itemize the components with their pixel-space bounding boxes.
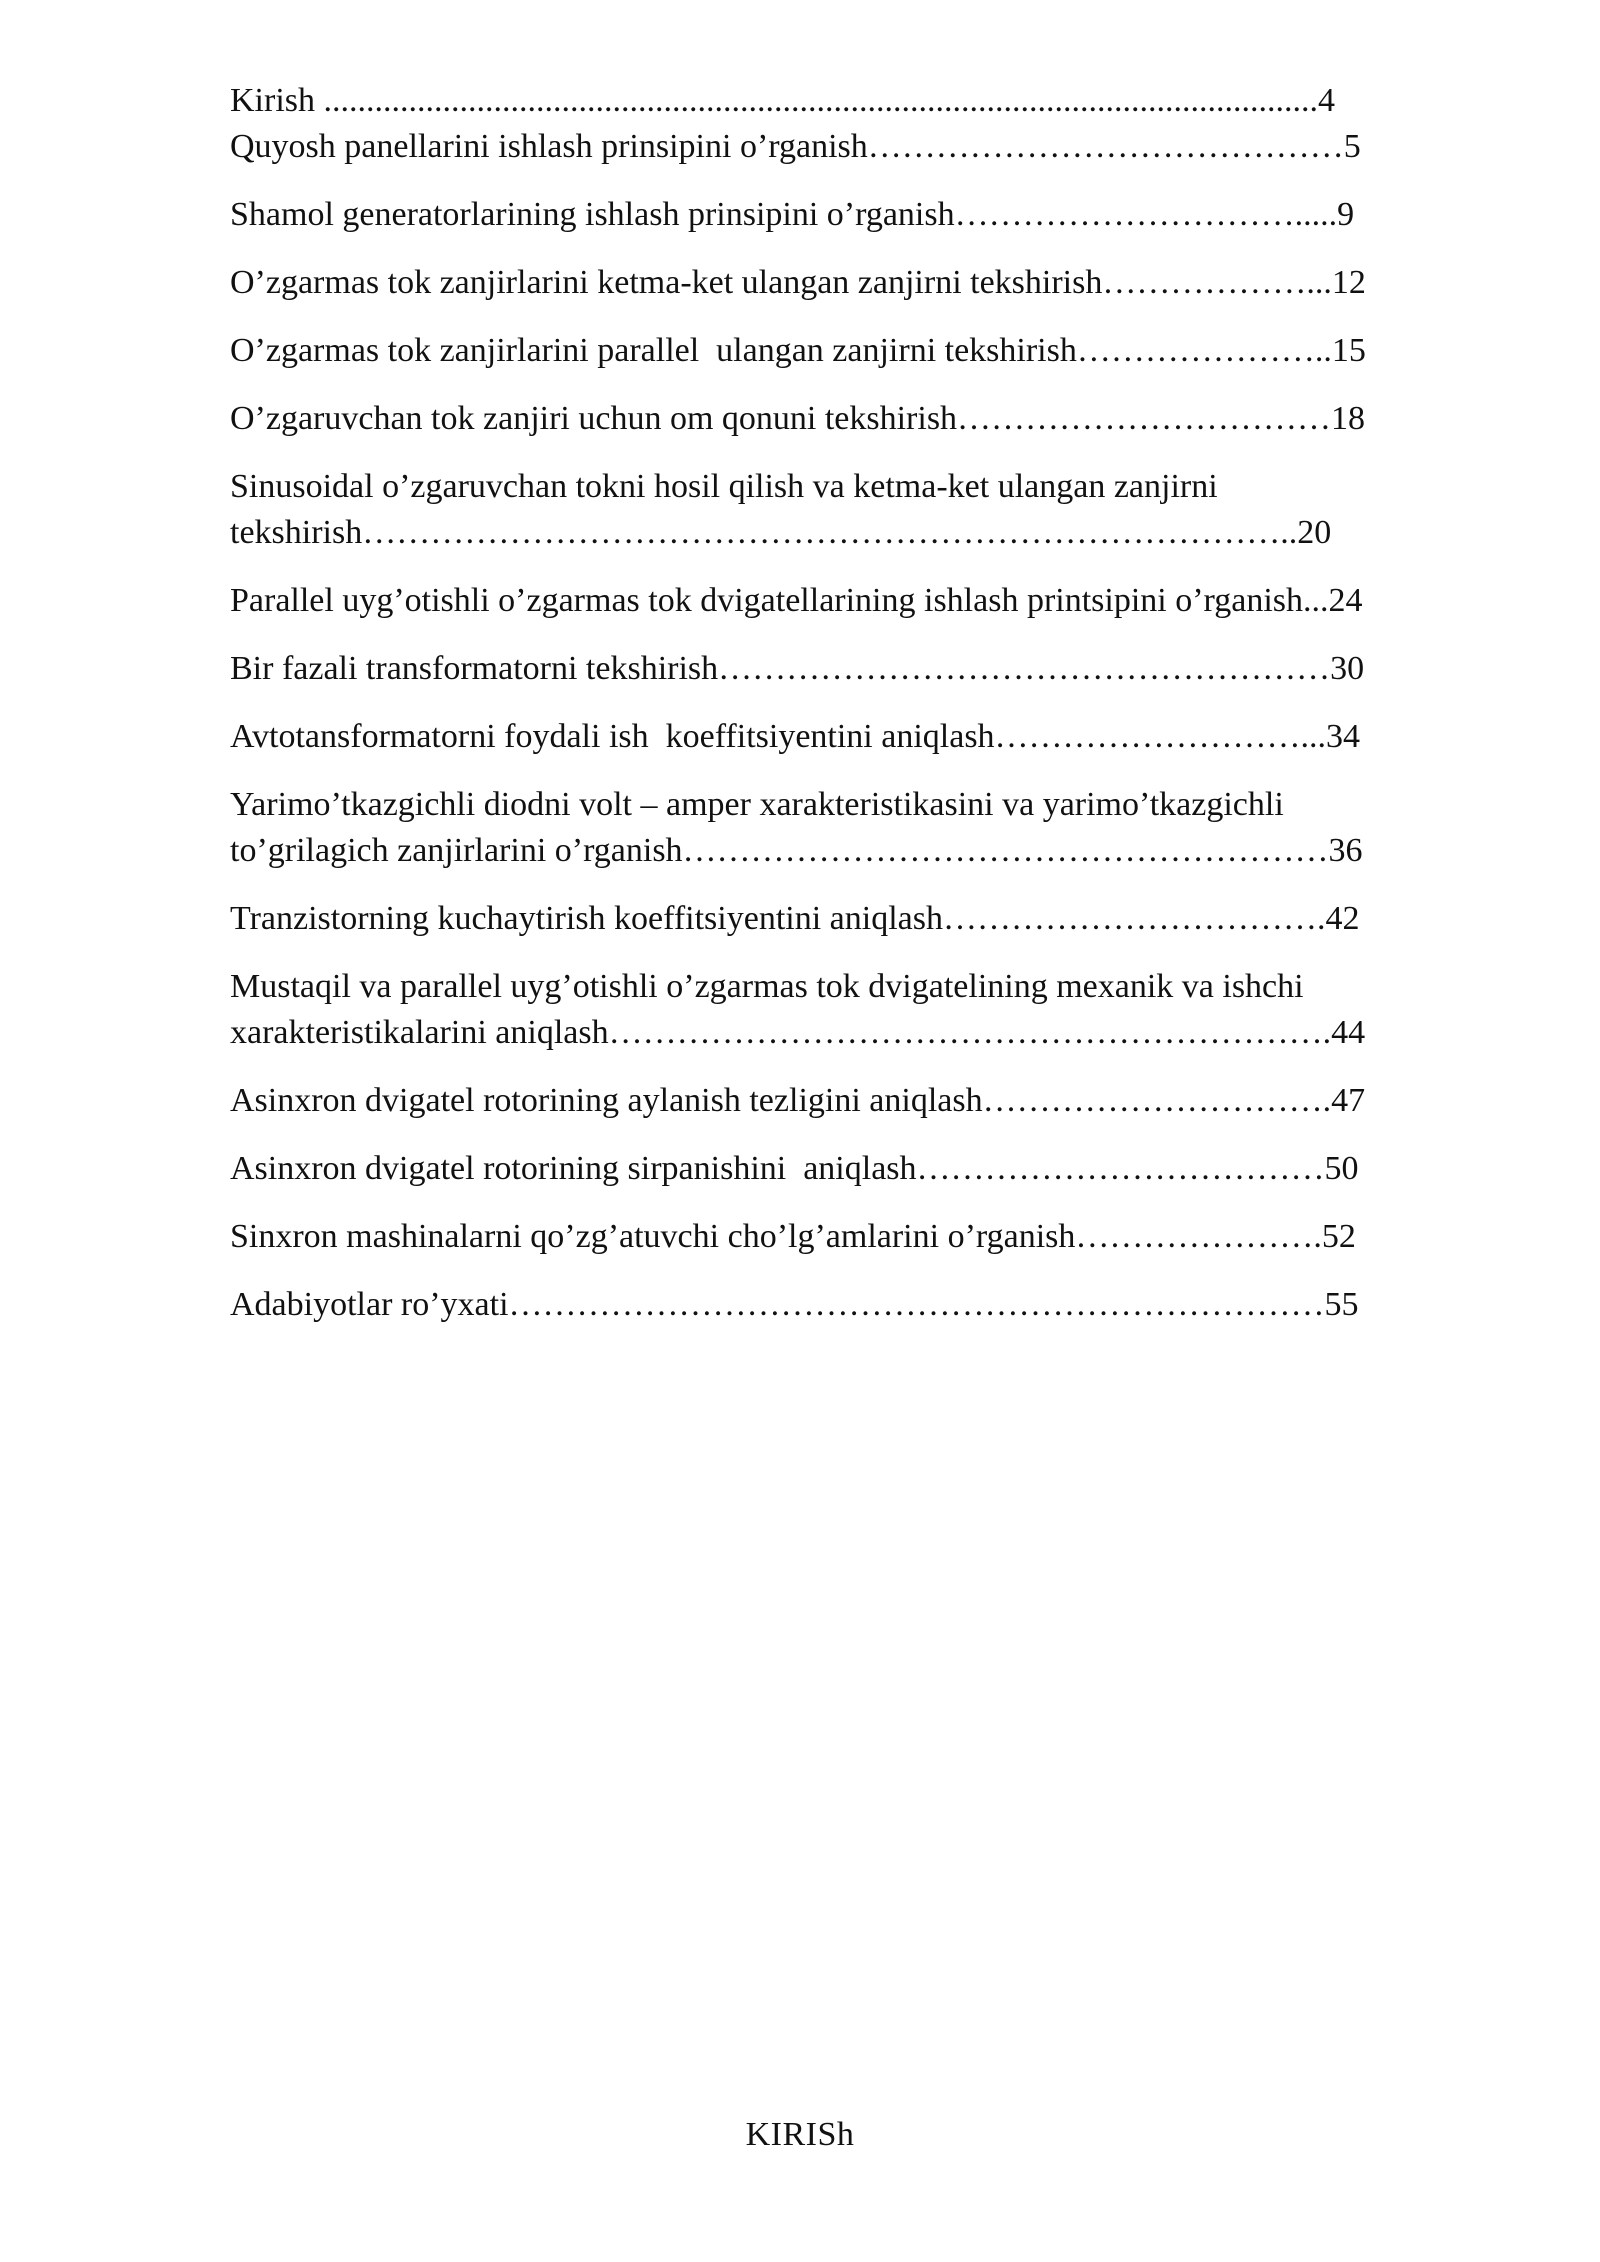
toc-entry-tranzistor: Tranzistorning kuchaytirish koeffitsiyentini aniqlash…………………………….42 xyxy=(230,900,1360,937)
toc-entry-quyosh-panellari: Quyosh panellarini ishlash prinsipini o’rganish……………………………………5 xyxy=(230,128,1361,165)
toc-entry-sinxron-mashinalar: Sinxron mashinalarni qo’zg’atuvchi cho’lg’amlarini o’rganish………………….52 xyxy=(230,1218,1356,1255)
toc-entry-parallel-dvigatel: Parallel uyg’otishli o’zgarmas tok dvigatellarining ishlash printsipini o’rganish...24 xyxy=(230,582,1363,619)
toc-entry-ketma-ket-zanjir: O’zgarmas tok zanjirlarini ketma-ket ulangan zanjirni tekshirish………………...12 xyxy=(230,264,1366,301)
toc-entry-asinxron-sirpanish: Asinxron dvigatel rotorining sirpanishini aniqlash………………………………50 xyxy=(230,1150,1359,1187)
toc-entry-diod: Yarimo’tkazgichli diodni volt – amper xarakteristikasini va yarimo’tkazgichli to’grilagich zanjirlarini o’rganish…………………………………………………36 xyxy=(230,786,1363,869)
table-of-contents xyxy=(230,78,1490,1328)
toc-entry-adabiyotlar: Adabiyotlar ro’yxati………………………………………………………………55 xyxy=(230,1286,1359,1323)
toc-entry-bir-fazali-transformator: Bir fazali transformatorni tekshirish………………………………………………30 xyxy=(230,650,1365,687)
section-heading: KIRISh xyxy=(745,2116,855,2153)
toc-entry-asinxron-tezlik: Asinxron dvigatel rotorining aylanish tezligini aniqlash………………………….47 xyxy=(230,1082,1366,1119)
toc-entry-avtotansformator: Avtotansformatorni foydali ish koeffitsiyentini aniqlash………………………...34 xyxy=(230,718,1361,755)
toc-entry-kirish: Kirish .....................................................................................................................4 xyxy=(230,82,1335,119)
toc-entry-sinusoidal-tok: Sinusoidal o’zgaruvchan tokni hosil qilish va ketma-ket ulangan zanjirni tekshirish………………………………………………………………………..20 xyxy=(230,468,1332,551)
toc-entry-parallel-zanjir: O’zgarmas tok zanjirlarini parallel ulangan zanjirni tekshirish…………………..15 xyxy=(230,332,1366,369)
toc-entry-mustaqil-dvigatel: Mustaqil va parallel uyg’otishli o’zgarmas tok dvigatelining mexanik va ishchi xarakteristikalarini aniqlash……………………………………………………….44 xyxy=(230,968,1366,1051)
toc-entry-om-qonuni: O’zgaruvchan tok zanjiri uchun om qonuni tekshirish……………………………18 xyxy=(230,400,1366,437)
toc-entry-shamol-generatorlari: Shamol generatorlarining ishlash prinsipini o’rganish………………………….....9 xyxy=(230,196,1355,233)
